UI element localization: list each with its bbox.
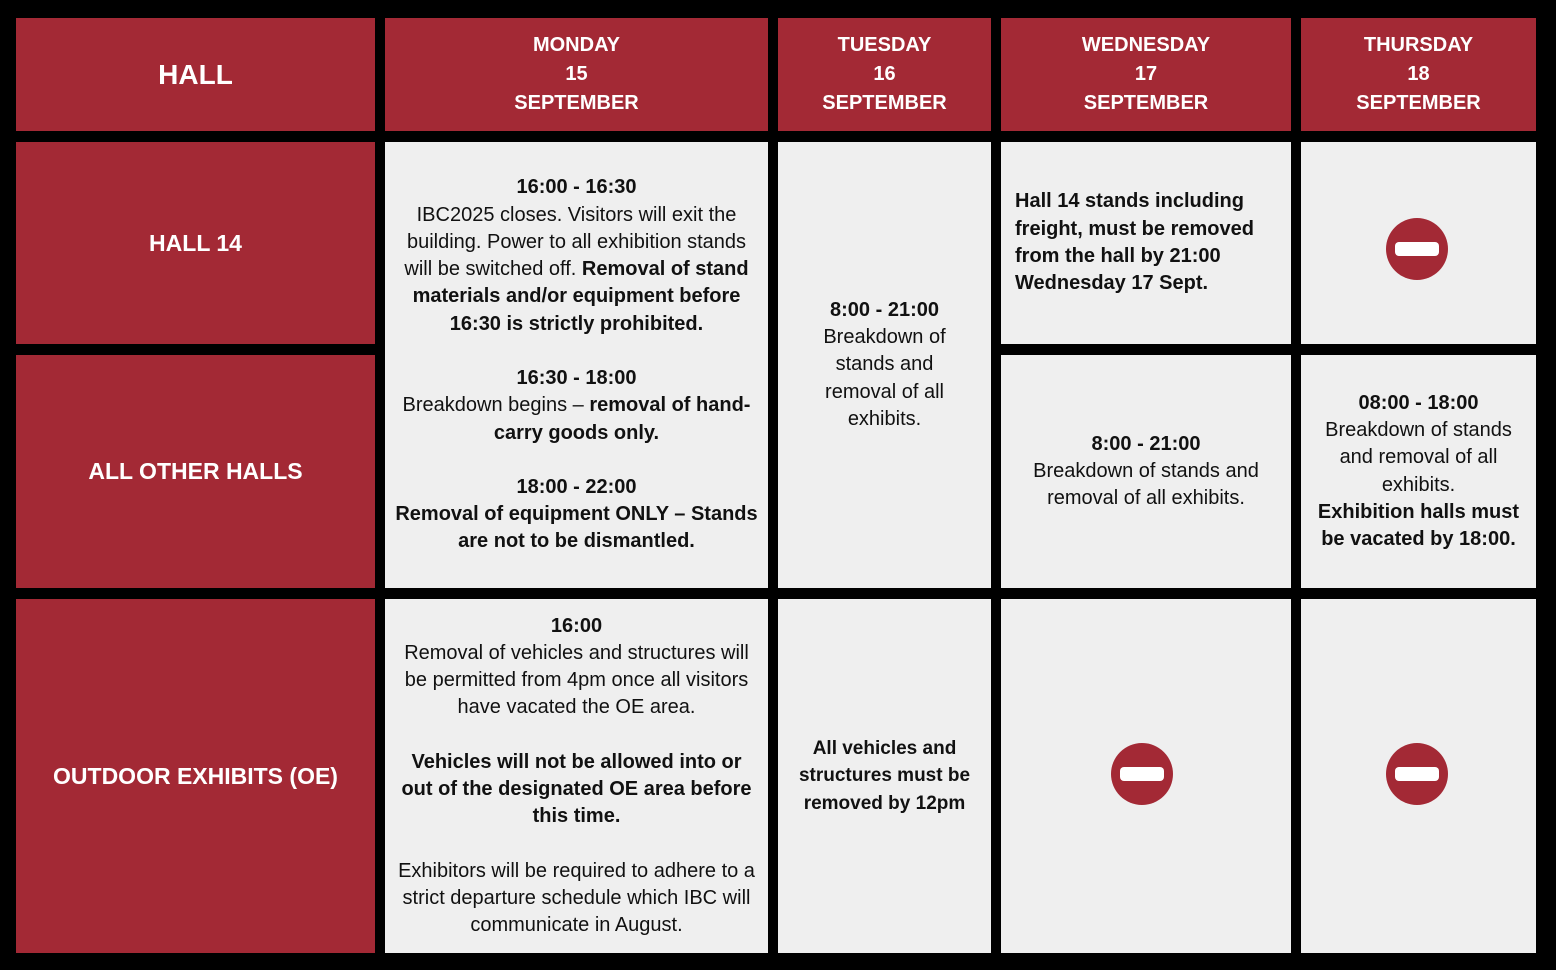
header-tuesday (778, 18, 991, 131)
header-weekday: THURSDAY (1363, 34, 1474, 56)
row-label-text: OUTDOOR EXHIBITS (OE) (53, 762, 338, 789)
tuesday-oe-cell (778, 599, 991, 953)
header-weekday: TUESDAY (837, 34, 932, 56)
time-slot: 16:30 - 18:00 (516, 367, 637, 389)
no-entry-icon (1386, 218, 1448, 280)
header-month: SEPTEMBER (1083, 92, 1209, 114)
tuesday-halls-cell (778, 142, 991, 588)
no-entry-icon (1111, 743, 1173, 805)
row-label-other-halls (16, 355, 375, 588)
deadline-note: All vehicles and structures must be removed by 12pm (798, 738, 971, 814)
time-slot: 8:00 - 21:00 (830, 298, 939, 321)
wednesday-hall14-cell (1001, 142, 1291, 344)
header-thursday (1301, 18, 1536, 131)
header-month: SEPTEMBER (822, 92, 947, 114)
time-slot: 08:00 - 18:00 (1358, 391, 1479, 414)
header-monday (385, 18, 768, 131)
slot-description: Removal of equipment ONLY – Stands are not to be dismantled. (395, 503, 758, 553)
header-date: 15 (565, 63, 588, 85)
header-wednesday (1001, 18, 1291, 131)
header-weekday: MONDAY (532, 34, 621, 56)
row-label-text: HALL 14 (149, 229, 242, 256)
thursday-oe-cell (1301, 599, 1536, 953)
monday-halls-cell (385, 142, 768, 588)
header-hall-label: HALL (158, 59, 233, 90)
thursday-other-cell (1301, 355, 1536, 588)
slot-description: IBC2025 closes. Visitors will exit the building. Power to all exhibition stands will be switched off. Removal of stand materials and/or equipment before 16:30 is strictly prohibited. (404, 203, 749, 335)
thursday-hall14-cell (1301, 142, 1536, 344)
header-hall (16, 18, 375, 131)
header-month: SEPTEMBER (1356, 92, 1481, 114)
wednesday-other-cell (1001, 355, 1291, 588)
no-entry-icon (1386, 743, 1448, 805)
time-slot: 18:00 - 22:00 (516, 475, 637, 498)
warning-note: Vehicles will not be allowed into or out of the designated OE area before this time. (401, 750, 752, 828)
row-label-text: ALL OTHER HALLS (88, 458, 303, 484)
header-date: 16 (873, 63, 896, 85)
time-slot: 8:00 - 21:00 (1091, 432, 1201, 455)
time-slot: 16:00 (550, 614, 603, 637)
deadline-note: Hall 14 stands including freight, must be removed from the hall by 21:00 Wednesday 17 Sept. (1015, 190, 1254, 295)
slot-description: Breakdown of stands and removal of all exhibits. (823, 326, 946, 430)
slot-description: Removal of vehicles and structures will be permitted from 4pm once all visitors have vacated the OE area. (404, 641, 749, 719)
monday-oe-cell (385, 599, 768, 953)
header-weekday: WEDNESDAY (1081, 34, 1211, 56)
slot-description: Breakdown begins – removal of hand-carry goods only. (402, 394, 751, 444)
header-date: 18 (1407, 63, 1430, 85)
slot-description: Breakdown of stands and removal of all exhibits. (1325, 418, 1512, 496)
header-date: 17 (1134, 63, 1158, 85)
slot-description: Breakdown of stands and removal of all exhibits. (1033, 459, 1259, 510)
header-month: SEPTEMBER (514, 92, 639, 114)
time-slot: 16:00 - 16:30 (516, 176, 637, 199)
row-label-outdoor-exhibits (16, 599, 375, 953)
row-label-hall14 (16, 142, 375, 344)
vacate-note: Exhibition halls must be vacated by 18:00. (1317, 500, 1520, 551)
wednesday-oe-cell (1001, 599, 1291, 953)
departure-note: Exhibitors will be required to adhere to a strict departure schedule which IBC will communicate in August. (398, 859, 755, 937)
